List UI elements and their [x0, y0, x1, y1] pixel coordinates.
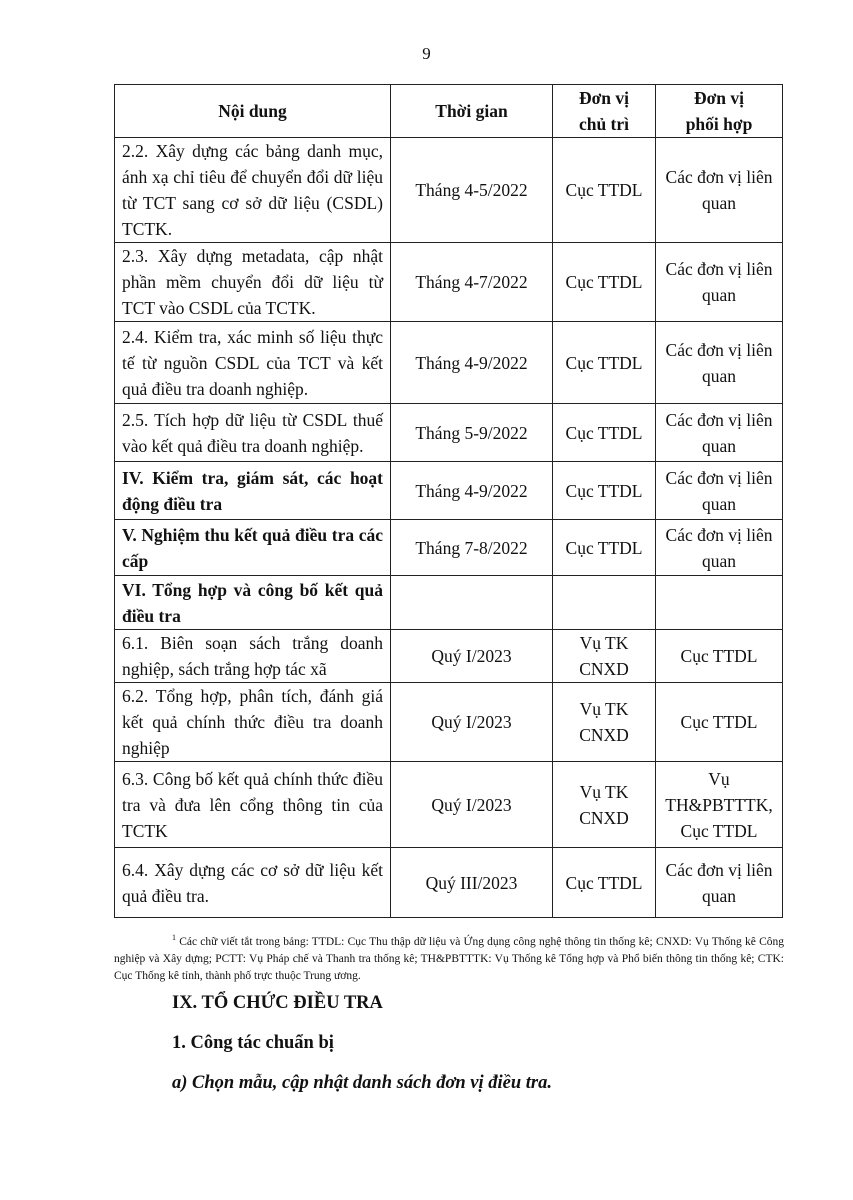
row-content: VI. Tổng hợp và công bố kết quả điều tra [115, 576, 391, 630]
row-time: Quý I/2023 [391, 762, 553, 848]
row-lead-unit [553, 576, 656, 630]
row-time: Tháng 4-9/2022 [391, 462, 553, 520]
row-content: 2.4. Kiểm tra, xác minh số liệu thực tế từ nguồn CSDL của TCT và kết quả điều tra doanh nghiệp. [115, 322, 391, 404]
row-lead-unit: Cục TTDL [553, 243, 656, 322]
row-content: 6.4. Xây dựng các cơ sở dữ liệu kết quả điều tra. [115, 848, 391, 918]
table-row [115, 520, 783, 576]
header-lead-unit [553, 85, 656, 138]
row-content: IV. Kiểm tra, giám sát, các hoạt động điều tra [115, 462, 391, 520]
row-coop-unit [656, 576, 783, 630]
table-row [115, 404, 783, 462]
row-time: Quý I/2023 [391, 630, 553, 683]
row-lead-unit: Vụ TK CNXD [553, 683, 656, 762]
row-time [391, 576, 553, 630]
row-coop-unit: Cục TTDL [656, 683, 783, 762]
row-time: Tháng 5-9/2022 [391, 404, 553, 462]
table-row [115, 576, 783, 630]
row-lead-unit: Cục TTDL [553, 462, 656, 520]
page-number: 9 [422, 44, 431, 63]
header-time: Thời gian [391, 85, 553, 138]
row-coop-unit: Các đơn vị liên quan [656, 404, 783, 462]
section-subtitle: 1. Công tác chuẩn bị [172, 1033, 334, 1053]
table-row [115, 683, 783, 762]
row-lead-unit: Vụ TK CNXD [553, 630, 656, 683]
row-coop-unit: Các đơn vị liên quan [656, 848, 783, 918]
section-title: IX. TỔ CHỨC ĐIỀU TRA [172, 993, 383, 1013]
row-time: Tháng 4-5/2022 [391, 138, 553, 243]
row-content: 2.5. Tích hợp dữ liệu từ CSDL thuế vào kết quả điều tra doanh nghiệp. [115, 404, 391, 462]
row-lead-unit: Cục TTDL [553, 848, 656, 918]
table-row [115, 630, 783, 683]
header-lead-unit-line2: chủ trì [578, 114, 630, 134]
row-time: Tháng 4-9/2022 [391, 322, 553, 404]
row-coop-unit: Các đơn vị liên quan [656, 322, 783, 404]
row-time: Tháng 7-8/2022 [391, 520, 553, 576]
row-lead-unit: Cục TTDL [553, 404, 656, 462]
section-item: a) Chọn mẫu, cập nhật danh sách đơn vị điều tra. [172, 1073, 553, 1093]
row-coop-unit: Các đơn vị liên quan [656, 462, 783, 520]
footnote-mark: 1 [172, 933, 176, 942]
header-content: Nội dung [115, 85, 391, 138]
row-content: 2.2. Xây dựng các bảng danh mục, ánh xạ chỉ tiêu để chuyển đổi dữ liệu từ TCT sang cơ sở dữ liệu (CSDL) TCTK. [115, 138, 391, 243]
row-lead-unit: Vụ TK CNXD [553, 762, 656, 848]
table-row [115, 462, 783, 520]
table-row [115, 322, 783, 404]
row-coop-unit: Vụ TH&PBTTTK, Cục TTDL [656, 762, 783, 848]
row-content: 6.2. Tổng hợp, phân tích, đánh giá kết quả chính thức điều tra doanh nghiệp [115, 683, 391, 762]
table-row [115, 762, 783, 848]
row-coop-unit: Các đơn vị liên quan [656, 243, 783, 322]
row-time: Quý I/2023 [391, 683, 553, 762]
row-content: 6.3. Công bố kết quả chính thức điều tra và đưa lên cổng thông tin của TCTK [115, 762, 391, 848]
row-coop-unit: Các đơn vị liên quan [656, 138, 783, 243]
row-content: 6.1. Biên soạn sách trắng doanh nghiệp, sách trắng hợp tác xã [115, 630, 391, 683]
table-header-row [115, 85, 783, 138]
header-coop-unit-line1: Đơn vị [693, 88, 745, 108]
row-content: 2.3. Xây dựng metadata, cập nhật phần mềm chuyển đổi dữ liệu từ TCT vào CSDL của TCTK. [115, 243, 391, 322]
row-time: Tháng 4-7/2022 [391, 243, 553, 322]
schedule-table [114, 84, 783, 918]
table-row [115, 848, 783, 918]
row-lead-unit: Cục TTDL [553, 138, 656, 243]
header-coop-unit-line2: phối hợp [685, 114, 753, 134]
footnote [114, 929, 784, 985]
row-time: Quý III/2023 [391, 848, 553, 918]
row-lead-unit: Cục TTDL [553, 322, 656, 404]
table-row [115, 138, 783, 243]
row-coop-unit: Cục TTDL [656, 630, 783, 683]
footnote-text: Các chữ viết tắt trong bảng: TTDL: Cục Thu thập dữ liệu và Ứng dụng công nghệ thông tin thống kê; CNXD: Vụ Thống kê Công nghiệp và Xây dựng; PCTT: Vụ Pháp chế và Thanh tra thống kê; TH&PBTTTK: Vụ Thống kê Tổng hợp và Phổ biến thông tin thống kê; CTK: Cục Thống kê tỉnh, thành phố trực thuộc Trung ương. [114, 935, 784, 982]
header-lead-unit-line1: Đơn vị [578, 88, 630, 108]
header-coop-unit [656, 85, 783, 138]
row-lead-unit: Cục TTDL [553, 520, 656, 576]
row-coop-unit: Các đơn vị liên quan [656, 520, 783, 576]
row-content: V. Nghiệm thu kết quả điều tra các cấp [115, 520, 391, 576]
table-row [115, 243, 783, 322]
